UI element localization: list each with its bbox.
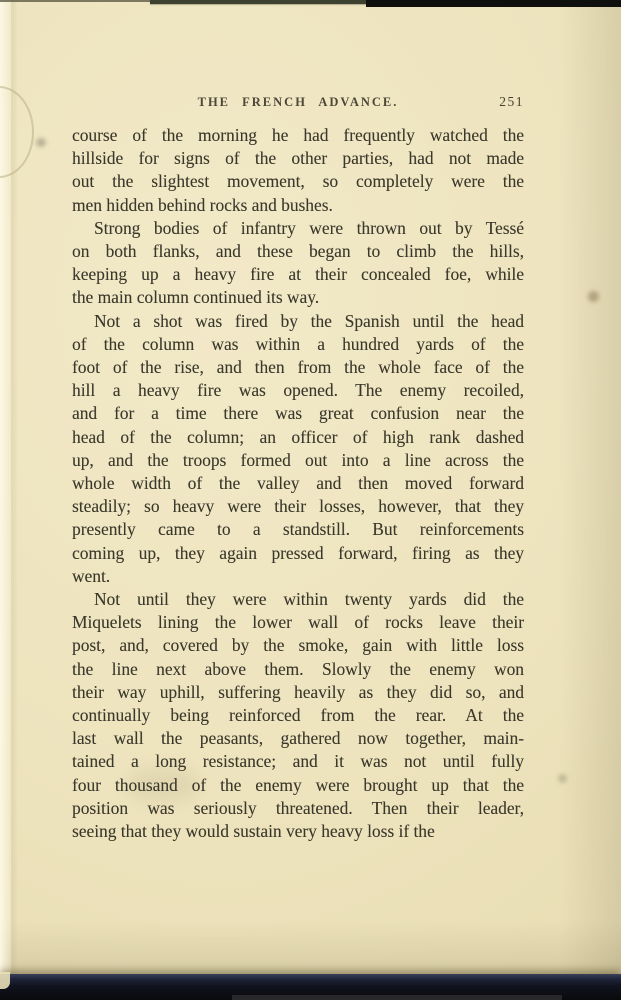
text-line: men hidden behind rocks and bushes. <box>72 194 333 215</box>
text-line: presently came to a standstill. But reinforcements <box>72 519 524 540</box>
text-line: tained a long resistance; and it was not until fully <box>72 751 524 772</box>
scan-edge-top <box>0 0 156 2</box>
paragraph <box>72 124 524 217</box>
text-line: continually being reinforced from the rear. At the <box>72 705 524 726</box>
text-line: post, and, covered by the smoke, gain with little loss <box>72 635 524 656</box>
text-line: Strong bodies of infantry were thrown out by Tessé <box>94 217 524 238</box>
text-line: four thousand of the enemy were brought up that the <box>72 774 524 795</box>
body-text <box>72 124 524 843</box>
text-line: course of the morning he had frequently watched the <box>72 125 524 145</box>
text-line: hill a heavy fire was opened. The enemy recoiled, <box>72 380 524 401</box>
text-line: coming up, they again pressed forward, firing as they <box>72 542 524 563</box>
text-line: up, and the troops formed out into a line across the <box>72 449 524 470</box>
smudge-spot <box>36 138 46 147</box>
text-line: foot of the rise, and then from the whole face of the <box>72 357 524 378</box>
text-line: position was seriously threatened. Then their leader, <box>72 797 524 818</box>
text-line: last wall the peasants, gathered now together, main- <box>72 728 524 749</box>
text-line: head of the column; an officer of high rank dashed <box>72 426 524 447</box>
running-head-title: THE FRENCH ADVANCE. <box>197 95 399 109</box>
scan-edge-top <box>150 0 370 4</box>
page-number: 251 <box>499 94 524 109</box>
running-head <box>72 94 524 112</box>
text-line: went. <box>72 565 111 586</box>
smudge-spot <box>558 774 567 783</box>
text-line: steadily; so heavy were their losses, however, that they <box>72 496 524 517</box>
text-line: seeing that they would sustain very heavy loss if the <box>72 821 435 842</box>
text-line: out the slightest movement, so completely were the <box>72 171 524 192</box>
text-line: the main column continued its way. <box>72 287 320 308</box>
smudge-spot <box>588 291 599 302</box>
text-line: keeping up a heavy fire at their concealed foe, while <box>72 264 524 285</box>
text-line: Not until they were within twenty yards did the <box>94 589 524 610</box>
text-line: whole width of the valley and then moved forward <box>72 473 524 494</box>
text-line: and for a time there was great confusion near the <box>72 403 524 424</box>
scan-edge-top <box>366 0 621 7</box>
page-corner-curve <box>0 86 34 178</box>
text-line: their way uphill, suffering heavily as they did so, and <box>72 681 524 702</box>
paragraph <box>72 310 524 588</box>
text-line: Not a shot was fired by the Spanish until the head <box>94 310 524 331</box>
text-line: on both flanks, and these began to climb the hills, <box>72 241 524 262</box>
text-line: of the column was within a hundred yards of the <box>72 333 524 354</box>
text-line: hillside for signs of the other parties, had not made <box>72 148 524 169</box>
scan-edge-bottom-detail <box>232 995 562 1000</box>
paragraph <box>72 588 524 843</box>
paragraph <box>72 217 524 310</box>
text-line: Miquelets lining the lower wall of rocks leave their <box>72 612 524 633</box>
text-line: the line next above them. Slowly the enemy won <box>72 658 524 679</box>
